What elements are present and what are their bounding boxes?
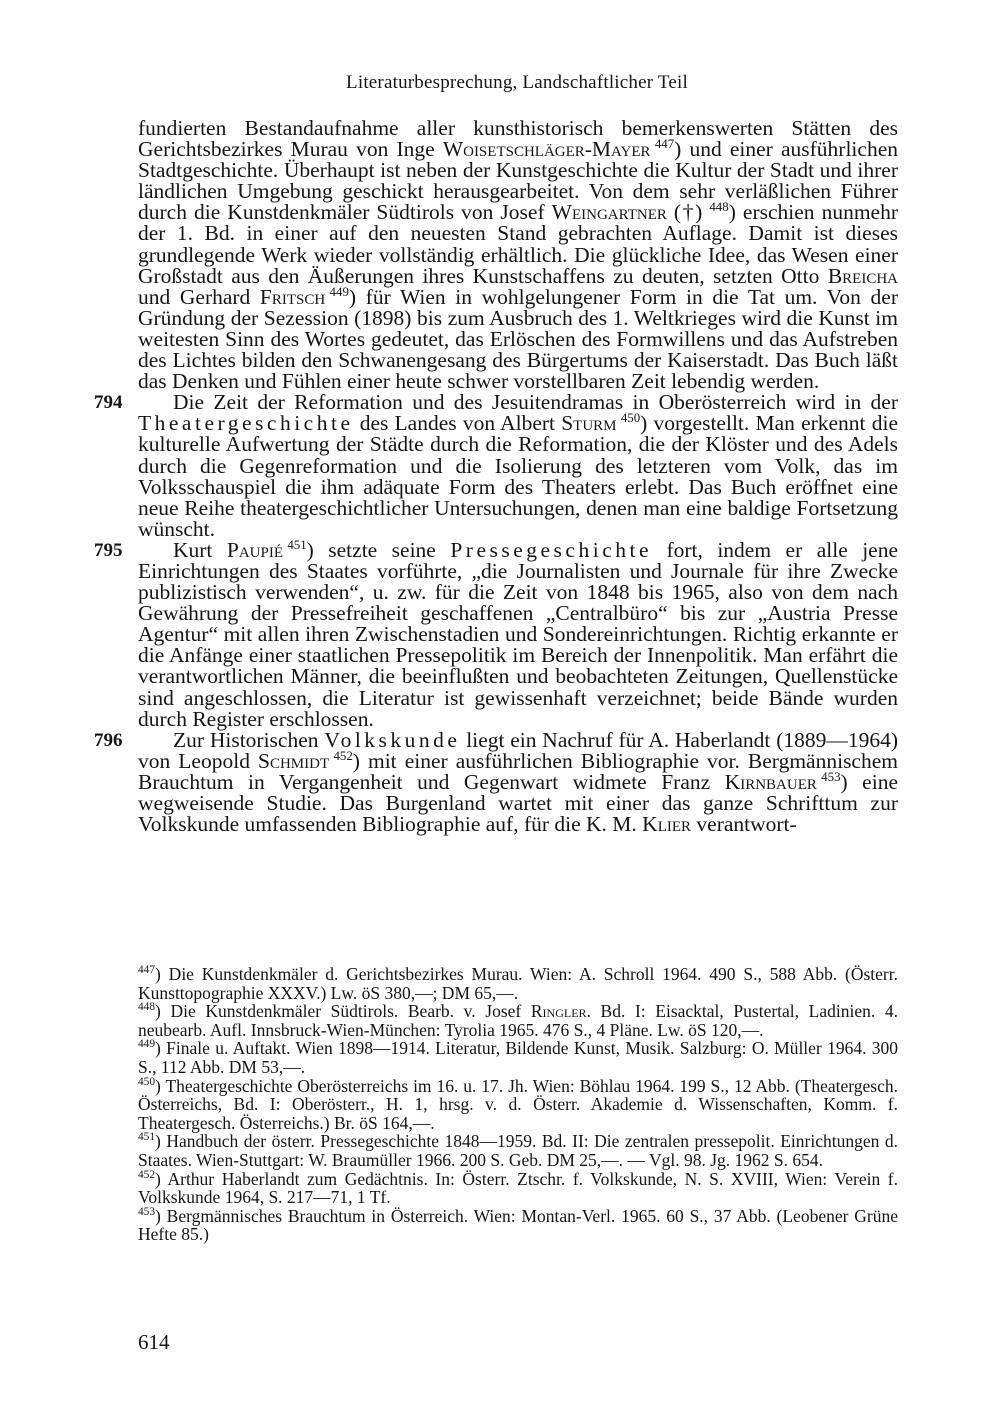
text-run: des Landes von Albert [353,411,562,436]
author-name: Woisetschläger-Mayer [442,137,651,162]
footnote-ref[interactable]: 449 [329,284,349,299]
text-run: ) setzte seine [306,537,451,562]
text-run: Zur Historischen [173,727,325,752]
footnote-text: ) Bergmännisches Brauchtum in Österreich. Wien: Montan-Verl. 1965. 60 S., 37 Abb. (Leobener Grüne Hefte 85.) [138,1205,898,1245]
text-run: ) eine wegweisende Studie. Das Burgenland wartet mit einer das ganze Schrifttum zur Volkskunde umfassenden Bibliographie auf, für die K. M. [138,769,898,837]
author-name: Klier [642,812,692,837]
footnote-ref[interactable]: 447 [654,136,675,151]
intro-paragraph [138,118,898,392]
footnote-ref[interactable]: 451 [287,537,307,552]
footnote-ref[interactable]: 453 [821,769,841,784]
main-text [94,116,899,837]
entry-794 [94,390,898,541]
entry-number: 794 [94,392,123,414]
footnote-text: ) Arthur Haberlandt zum Gedächtnis. In: Österr. Ztschr. f. Volkskunde, N. S. XVIII, Wien: Verein f. Volkskunde 1964, S. 217—71, 1 Tf. [138,1168,898,1208]
entry-795 [94,537,899,731]
footnote-447 [138,965,898,1002]
page-number: 614 [138,1330,170,1354]
footnote-text: ) Theatergeschichte Oberösterreichs im 16. u. 17. Jh. Wien: Böhlau 1964. 199 S., 12 Abb. (Theatergesch. Österreichs, Bd. I: Oberösterr., H. 1, hrsg. v. d. Österr. Akademie d. Wissenschaften, Komm. f. Theatergesch. Österreichs.) Br. öS 164,—. [138,1075,898,1133]
author-name: Ringler [530,1001,587,1022]
footnote-text: ) Handbuch der österr. Pressegeschichte 1848—1959. Bd. II: Die zentralen pressepolit. Einrichtungen d. Staates. Wien-Stuttgart: W. Braumüller 1966. 200 S. Geb. DM 25,—. — Vgl. 98. Jg. 1962 S. 654. [138,1131,898,1170]
footnote-451 [138,1132,898,1169]
spaced-keyword: Theatergeschichte [138,411,354,436]
author-name: Fritsch [259,284,326,309]
text-run: verantwort- [691,812,797,837]
footnote-452 [138,1170,898,1207]
text-run: fort, indem er alle jene Einrichtungen des Staates vorführte, „die Journalisten und Journale für ihre Zwecke publizistisch verwenden“, u. zw. für die Zeit von 1848 bis 1965, also von dem nach Gewährung der Pressefreiheit geschaffenen „Centralbüro“ bis zur „Austria Presse Agentur“ mit allen ihren Zwischenstadien und Sondereinrichtungen. Richtig erkannte er die Anfänge einer staatlichen Pressepolitik im Bereich der Innenpolitik. Man erfährt die verantwortlichen Männer, die beeinflußten und beobachteten Zeitungen, Quellenstücke sind angeschlossen, die Literatur ist gewissenhaft verzeichnet; beide Bände wurden durch Register erschlossen. [138,537,899,731]
author-name: Breicha [827,263,898,288]
author-name: Kirnbauer [724,769,817,794]
text-run: ) vorgestellt. Man erkennt die kulturelle Aufwertung der Städte durch die Reformation, die der Klöster und des Adels durch die Gegenreformation und die Isolierung des letzteren vom Volk, das im Volksschauspiel die ihm adäquate Form des Theaters erlebt. Das Buch eröffnet eine neue Reihe theatergeschichtlicher Untersuchungen, denen man eine baldige Fortsetzung wünscht. [138,411,898,541]
text-run: ) erschien nunmehr der 1. Bd. in einer auf den neuesten Stand gebrachten Auflage. Damit ist dieses grundlegende Werk wieder vollständig erhältlich. Die glückliche Idee, das Wesen einer Großstadt aus den Äußerungen ihres Kunstschaffens zu deuten, setzten Otto [138,200,898,288]
footnote-453 [138,1207,898,1244]
footnotes [138,965,898,1244]
footnote-ref[interactable]: 450 [620,411,641,426]
footnote-448 [138,1002,898,1039]
text-run: Kurt [173,537,227,562]
text-run: fundierten Bestandaufnahme aller kunsthistorisch bemerkenswerten Stätten des Gerichtsbezirkes Murau von Inge [138,116,898,162]
author-name: Sturm [561,411,617,436]
entry-796 [94,727,899,837]
footnote-mark: 449 [138,1038,156,1051]
author-name: Schmidt [258,748,330,773]
footnote-text: ) Die Kunstdenkmäler Südtirols. Bearb. v. Josef [155,1001,531,1022]
footnote-mark: 447 [138,964,156,977]
author-name: Paupié [226,537,283,562]
footnote-mark: 451 [138,1131,156,1144]
author-name: Weingartner [551,200,667,225]
footnote-text: . Bd. I: Eisacktal, Pustertal, Ladinien. 4. neubearb. Aufl. Innsbruck-Wien-München: Tyrolia 1965. 476 S., 4 Pläne. Lw. öS 120,—. [138,1001,898,1040]
entry-number: 796 [94,729,123,751]
footnote-449 [138,1039,898,1076]
spaced-keyword: Pressegeschichte [450,537,652,562]
footnote-ref[interactable]: 452 [333,748,353,763]
text-run: ) für Wien in wohlgelungener Form in die Tat um. Von der Gründung der Sezession (1898) bis zum Ausbruch des 1. Weltkrieges wird die Kunst im weitesten Sinn des Wortes gedeutet, das Erlöschen des Formwillens und das Aufstreben des Lichtes bilden den Schwanengesang des Bürgertums der Kaiserstadt. Das Buch läßt das Denken und Fühlen einer heute schwer vorstellbaren Zeit lebendig werden. [138,284,898,394]
text-run: ) mit einer ausführlichen Bibliographie vor. Bergmännischem Brauchtum in Vergangenheit und Gegenwart widmete Franz [138,748,898,794]
text-run: Die Zeit der Reformation und des Jesuitendramas in Oberösterreich wird in der [173,390,898,415]
footnote-mark: 450 [138,1075,156,1088]
text-run: und Gerhard [138,284,260,309]
footnote-ref[interactable]: 448 [709,200,729,215]
text-run: (†) [666,200,710,225]
spaced-keyword: Volkskunde [324,727,461,752]
entry-number: 795 [94,539,123,561]
footnote-450 [138,1077,898,1133]
footnote-text: ) Die Kunstdenkmäler d. Gerichtsbezirkes Murau. Wien: A. Schroll 1964. 490 S., 588 Abb. (Österr. Kunsttopographie XXXV.) Lw. öS 380,—; DM 65,—. [138,964,898,1003]
footnote-mark: 453 [138,1205,156,1218]
footnote-mark: 448 [138,1001,156,1014]
running-head: Literaturbesprechung, Landschaftlicher Teil [346,72,688,93]
text-run: ) und einer ausführlichen Stadtgeschichte. Überhaupt ist neben der Kunstgeschichte die Kultur der Stadt und ihrer ländlichen Umgebung geschickt herausgearbeitet. Von dem sehr verläßlichen Führer durch die Kunstdenkmäler Südtirols von Josef [138,137,898,225]
text-run: liegt ein Nachruf für A. Haberlandt (1889—1964) von Leopold [138,727,899,773]
footnote-text: ) Finale u. Auftakt. Wien 1898—1914. Literatur, Bildende Kunst, Musik. Salzburg: O. Müller 1964. 300 S., 112 Abb. DM 53,—. [138,1038,898,1077]
footnote-mark: 452 [138,1168,156,1181]
